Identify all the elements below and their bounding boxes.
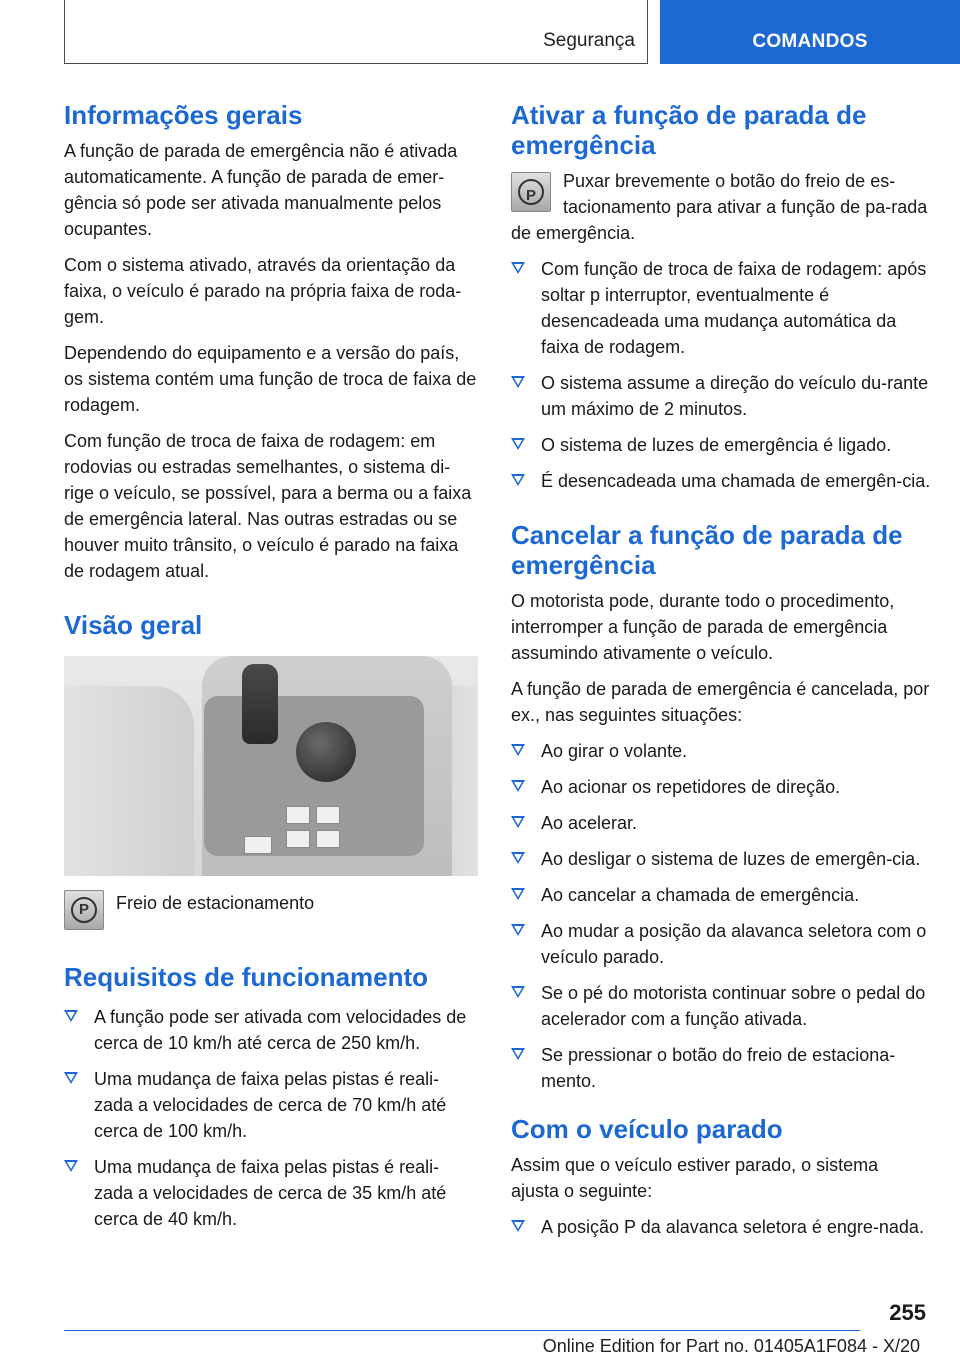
stopped-intro: Assim que o veículo estiver parado, o sistema ajusta o seguinte: bbox=[511, 1155, 879, 1201]
bullet-triangle-icon bbox=[64, 1072, 78, 1084]
header-chapter-tab bbox=[660, 0, 960, 64]
cancel-title: Cancelar a função de parada de emergência bbox=[511, 520, 903, 580]
list-item: Ao acionar os repetidores de direção. bbox=[511, 774, 931, 800]
bullet-triangle-icon bbox=[511, 376, 525, 388]
stopped-list bbox=[511, 1214, 931, 1240]
parking-brake-caption bbox=[64, 890, 478, 934]
parking-brake-icon: P bbox=[64, 890, 104, 930]
footer-edition: Online Edition for Part no. 01405A1F084 - X/20 bbox=[542, 1336, 920, 1356]
parking-brake-label: Freio de estacionamento bbox=[116, 893, 315, 913]
bullet-triangle-icon bbox=[511, 986, 525, 998]
center-console-photo bbox=[64, 656, 478, 876]
header-chapter-label: COMANDOS bbox=[752, 31, 868, 52]
bullet-triangle-icon bbox=[511, 816, 525, 828]
bullet-triangle-icon bbox=[64, 1010, 78, 1022]
list-item: Ao cancelar a chamada de emergência. bbox=[511, 882, 931, 908]
info-paragraph: Com o sistema ativado, através da orientação da faixa, o veículo é parado na própria faixa de roda‐gem. bbox=[64, 255, 462, 327]
bullet-triangle-icon bbox=[511, 744, 525, 756]
list-item: O sistema de luzes de emergência é ligado. bbox=[511, 432, 931, 458]
cancel-paragraph: A função de parada de emergência é cancelada, por ex., nas seguintes situações: bbox=[511, 679, 930, 725]
info-paragraph: Dependendo do equipamento e a versão do país, os sistema contém uma função de troca de faixa de rodagem. bbox=[64, 343, 477, 415]
list-item: Uma mudança de faixa pelas pistas é reali‐zada a velocidades de cerca de 70 km/h até cerca de 100 km/h. bbox=[64, 1066, 478, 1144]
activate-title: Ativar a função de parada de emergência bbox=[511, 100, 867, 160]
requirements-list bbox=[64, 1004, 478, 1232]
activate-intro: P Puxar brevemente o botão do freio de es‐tacionamento para ativar a função de pa‐rada de emergência. bbox=[511, 171, 928, 243]
bullet-triangle-icon bbox=[511, 780, 525, 792]
list-item: Com função de troca de faixa de rodagem: após soltar p interruptor, eventualmente é desencadeada uma mudança automática da faixa de rodagem. bbox=[511, 256, 931, 360]
activate-list bbox=[511, 256, 931, 494]
list-item: A posição P da alavanca seletora é engre‐nada. bbox=[511, 1214, 931, 1240]
bullet-triangle-icon bbox=[511, 438, 525, 450]
page-number: 255 bbox=[889, 1300, 926, 1325]
list-item: Ao girar o volante. bbox=[511, 738, 931, 764]
list-item: Ao desligar o sistema de luzes de emergên‐cia. bbox=[511, 846, 931, 872]
list-item: Se o pé do motorista continuar sobre o pedal do acelerador com a função ativada. bbox=[511, 980, 931, 1032]
bullet-triangle-icon bbox=[511, 1220, 525, 1232]
stopped-title: Com o veículo parado bbox=[511, 1114, 783, 1144]
list-item: A função pode ser ativada com velocidades de cerca de 10 km/h até cerca de 250 km/h. bbox=[64, 1004, 478, 1056]
list-item: Uma mudança de faixa pelas pistas é reali‐zada a velocidades de cerca de 35 km/h até cerca de 40 km/h. bbox=[64, 1154, 478, 1232]
bullet-triangle-icon bbox=[64, 1160, 78, 1172]
bullet-triangle-icon bbox=[511, 262, 525, 274]
left-column bbox=[64, 100, 478, 1242]
bullet-triangle-icon bbox=[511, 1048, 525, 1060]
info-title: Informações gerais bbox=[64, 100, 303, 130]
list-item: É desencadeada uma chamada de emergên‐cia. bbox=[511, 468, 931, 494]
list-item: O sistema assume a direção do veículo du‐rante um máximo de 2 minutos. bbox=[511, 370, 931, 422]
bullet-triangle-icon bbox=[511, 474, 525, 486]
cancel-paragraph: O motorista pode, durante todo o procedimento, interromper a função de parada de emergência assumindo ativamente o veículo. bbox=[511, 591, 895, 663]
header-section-tab bbox=[64, 0, 648, 64]
bullet-triangle-icon bbox=[511, 888, 525, 900]
info-paragraph: Com função de troca de faixa de rodagem: em rodovias ou estradas semelhantes, o sistema di‐rige o veículo, se possível, para a berma ou a faixa de emergência lateral. Nas outras estradas ou se houver muito trânsito, o veículo é parado na faixa de rodagem atual. bbox=[64, 431, 472, 581]
list-item: Ao acelerar. bbox=[511, 810, 931, 836]
list-item: Ao mudar a posição da alavanca seletora com o veículo parado. bbox=[511, 918, 931, 970]
bullet-triangle-icon bbox=[511, 924, 525, 936]
overview-title: Visão geral bbox=[64, 610, 203, 640]
list-item: Se pressionar o botão do freio de estaciona‐mento. bbox=[511, 1042, 931, 1094]
parking-brake-icon: P bbox=[511, 172, 551, 212]
right-column bbox=[511, 100, 931, 1250]
header-section-label: Segurança bbox=[543, 30, 635, 51]
requirements-title: Requisitos de funcionamento bbox=[64, 962, 429, 992]
info-paragraph: A função de parada de emergência não é ativada automaticamente. A função de parada de emer‐gência só pode ser ativada manualmente pelos ocupantes. bbox=[64, 141, 458, 239]
bullet-triangle-icon bbox=[511, 852, 525, 864]
cancel-list bbox=[511, 738, 931, 1094]
footer-divider bbox=[64, 1330, 860, 1331]
